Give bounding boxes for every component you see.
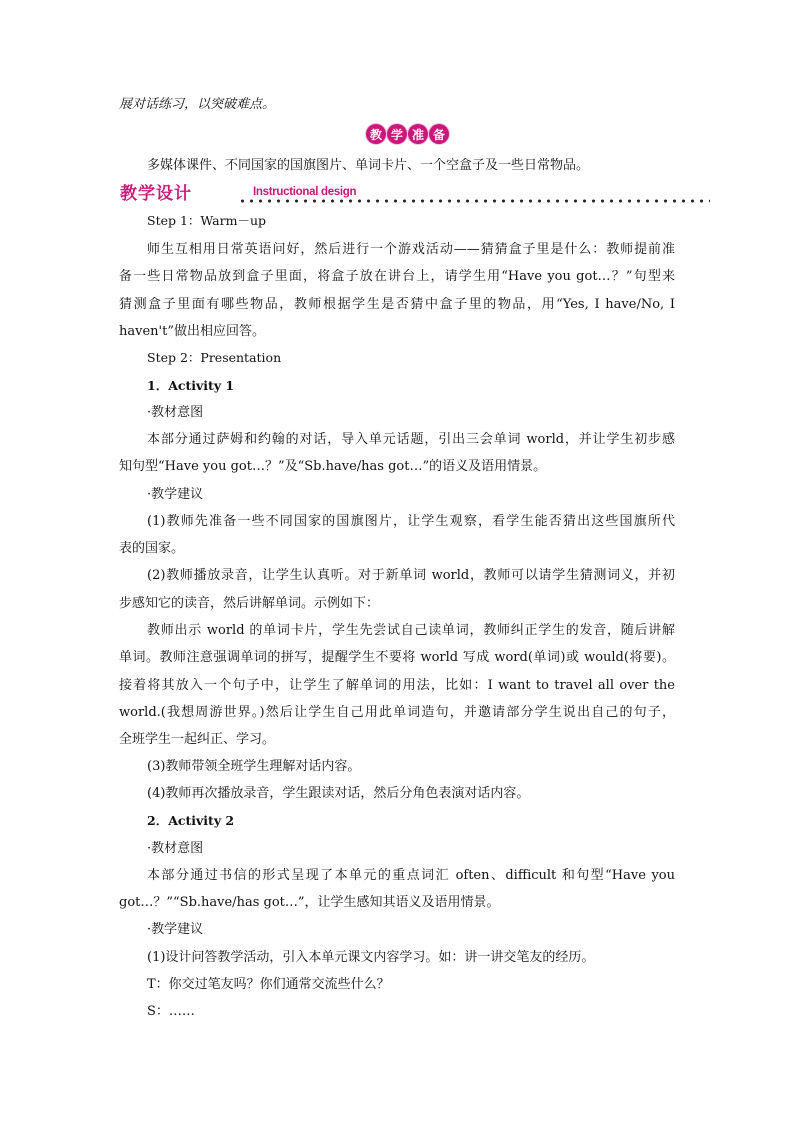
paragraph-line: 全班学生一起纠正、学习。 [119, 732, 276, 747]
subheading-intent: ·教材意图 [147, 405, 204, 420]
paragraph-line: (3)教师带领全班学生理解对话内容。 [147, 759, 361, 774]
step1-heading: Step 1：Warm－up [147, 213, 267, 228]
paragraph-line: (4)教师再次播放录音，学生跟读对话，然后分角色表演对话内容。 [147, 786, 530, 801]
subheading-suggestion: ·教学建议 [147, 922, 204, 937]
paragraph-line: (1)设计问答教学活动，引入本单元课文内容学习。如：讲一讲交笔友的经历。 [147, 950, 595, 965]
paragraph-line: 步感知它的读音，然后讲解单词。示例如下： [119, 596, 380, 611]
teaching-prep-heading [366, 124, 449, 146]
teaching-design-heading [120, 182, 710, 208]
design-title: 教学设计 [120, 184, 192, 204]
dialogue-teacher-line: T：你交过笔友吗？你们通常交流些什么？ [147, 977, 390, 992]
paragraph-line: (2)教师播放录音，让学生认真听。对于新单词 world，教师可以请学生猜测词义，并初 [147, 568, 675, 583]
paragraph-line: 接着将其放入一个句子中，让学生了解单词的用法，比如：I want to travel all over the [119, 678, 675, 693]
paragraph-line: 表的国家。 [119, 541, 185, 556]
activity1-heading: 1．Activity 1 [147, 378, 235, 393]
paragraph-line: world.(我想周游世界。)然后让学生自己用此单词造句，并邀请部分学生说出自己的句子， [119, 705, 675, 720]
paragraph-line: 猜测盒子里面有哪些物品，教师根据学生是否猜中盒子里的物品，用“Yes, I have/No, I [119, 297, 675, 312]
paragraph-line: 知句型“Have you got…？”及“Sb.have/has got…”的语义及语用情景。 [119, 459, 547, 474]
paragraph-line: 本部分通过萨姆和约翰的对话，导入单元话题，引出三会单词 world，并让学生初步感 [147, 432, 675, 447]
paragraph-line: haven't”做出相应回答。 [119, 324, 265, 339]
heading-badge-4: 备 [429, 124, 449, 144]
step2-heading: Step 2：Presentation [147, 350, 282, 365]
paragraph-line: (1)教师先准备一些不同国家的国旗图片，让学生观察，看学生能否猜出这些国旗所代 [147, 514, 675, 529]
paragraph-line: 教师出示 world 的单词卡片，学生先尝试自己读单词，教师纠正学生的发音，随后讲解 [147, 623, 675, 638]
subheading-intent: ·教材意图 [147, 841, 204, 856]
paragraph-line: 单词。教师注意强调单词的拼写，提醒学生不要将 world 写成 word(单词)或 would(将要)。 [119, 650, 675, 665]
prep-text: 多媒体课件、不同国家的国旗图片、单词卡片、一个空盒子及一些日常物品。 [147, 158, 590, 173]
dotted-leader [238, 198, 710, 204]
heading-badge-1: 教 [366, 124, 386, 144]
intro-line: 展对话练习，以突破难点。 [119, 97, 276, 112]
heading-badge-3: 准 [408, 124, 428, 144]
paragraph-line: got…？”“Sb.have/has got…”，让学生感知其语义及语用情景。 [119, 895, 500, 910]
paragraph-line: 本部分通过书信的形式呈现了本单元的重点词汇 often、difficult 和句型“Have you [147, 868, 675, 883]
paragraph-line: 师生互相用日常英语问好，然后进行一个游戏活动——猜猜盒子里是什么：教师提前准 [147, 242, 675, 257]
dialogue-student-line: S：…… [147, 1004, 195, 1019]
subheading-suggestion: ·教学建议 [147, 487, 204, 502]
activity2-heading: 2．Activity 2 [147, 813, 235, 828]
heading-badge-2: 学 [387, 124, 407, 144]
paragraph-line: 备一些日常物品放到盒子里面，将盒子放在讲台上，请学生用“Have you got…？”句型来 [119, 269, 675, 284]
design-subtitle: Instructional design [253, 186, 357, 198]
